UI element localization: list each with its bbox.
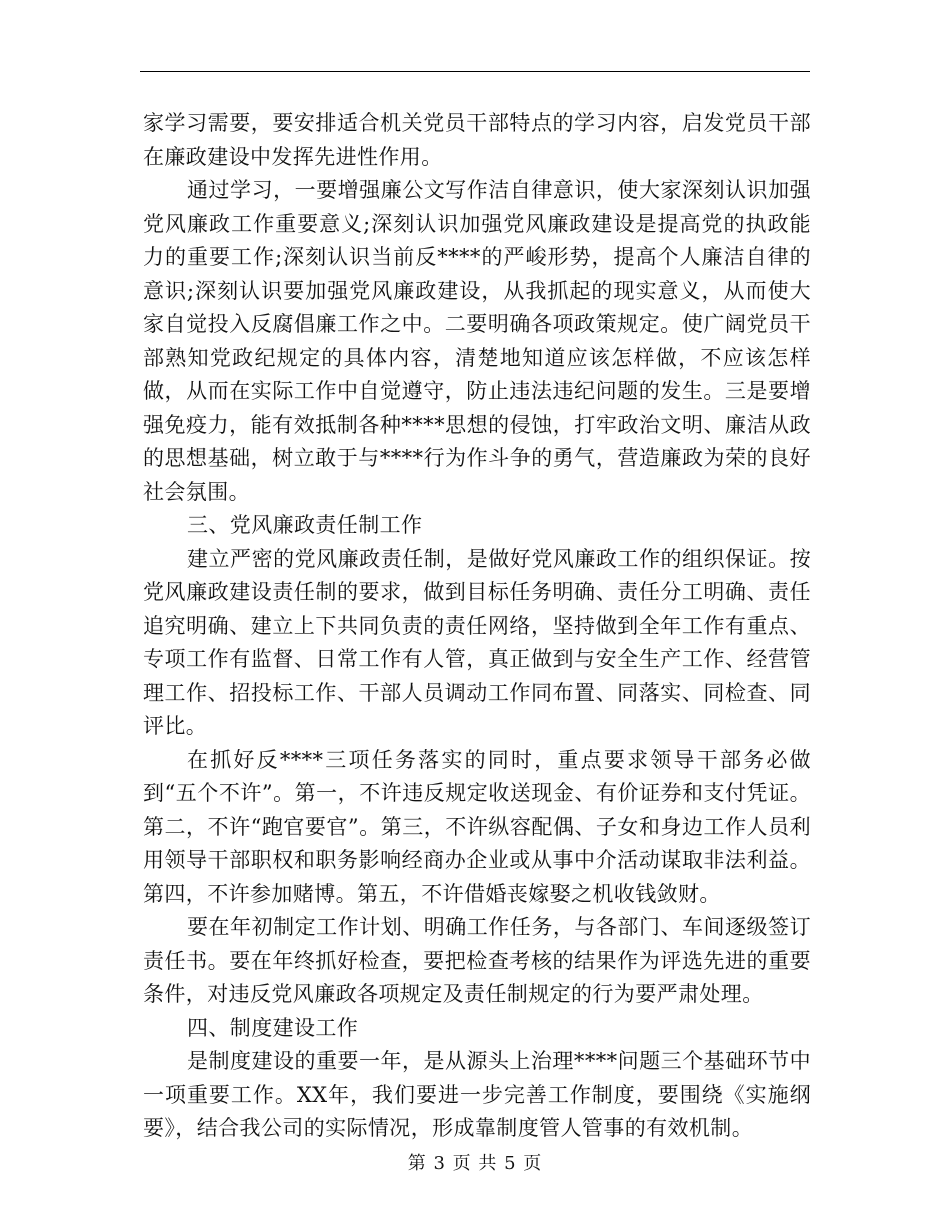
paragraph-institution-building: 是制度建设的重要一年，是从源头上治理****问题三个基础环节中一项重要工作。XX年，我们要进一步完善工作制度，要围绕《实施纲要》，结合我公司的实际情况，形成靠制度管人管事的有效机制。 bbox=[143, 1049, 811, 1140]
section-heading-institution: 四、制度建设工作 bbox=[187, 1015, 359, 1040]
paragraph-five-prohibitions: 在抓好反****三项任务落实的同时，重点要求领导干部务必做到“五个不许”。第一，不许违反规定收送现金、有价证券和支付凭证。第二，不许“跑官要官”。第三，不许纵容配偶、子女和身边工作人员利用领导干部职权和职务影响经商办企业或从事中介活动谋取非法利益。第四，不许参加赌博。第五，不许借婚丧嫁娶之机收钱敛财。 bbox=[143, 747, 811, 906]
paragraph-responsibility-system: 建立严密的党风廉政责任制，是做好党风廉政工作的组织保证。按党风廉政建设责任制的要求，做到目标任务明确、责任分工明确、责任追究明确、建立上下共同负责的责任网络，坚持做到全年工作有重点、专项工作有监督、日常工作有人管，真正做到与安全生产工作、经营管理工作、招投标工作、干部人员调动工作同布置、同落实、同检查、同评比。 bbox=[143, 546, 811, 738]
paragraph-continuation: 家学习需要，要安排适合机关党员干部特点的学习内容，启发党员干部在廉政建设中发挥先进性作用。 bbox=[143, 111, 811, 169]
paragraph-study-goals: 通过学习，一要增强廉公文写作洁自律意识，使大家深刻认识加强党风廉政工作重要意义;深刻认识加强党风廉政建设是提高党的执政能力的重要工作;深刻认识当前反****的严峻形势，提高个人廉洁自律的意识;深刻认识要加强党风廉政建设，从我抓起的现实意义，从而使大家自觉投入反腐倡廉工作之中。二要明确各项政策规定。使广阔党员干部熟知党政纪规定的具体内容，清楚地知道应该怎样做，不应该怎样做，从而在实际工作中自觉遵守，防止违法违纪问题的发生。三是要增强免疫力，能有效抵制各种****思想的侵蚀，打牢政治文明、廉洁从政的思想基础，树立敢于与****行为作斗争的勇气，营造廉政为荣的良好社会氛围。 bbox=[143, 178, 811, 504]
document-body bbox=[143, 107, 811, 1146]
header-rule bbox=[140, 71, 810, 72]
paragraph-annual-plan: 要在年初制定工作计划、明确工作任务，与各部门、车间逐级签订责任书。要在年终抓好检查，要把检查考核的结果作为评选先进的重要条件，对违反党风廉政各项规定及责任制规定的行为要严肃处理。 bbox=[143, 915, 811, 1006]
section-heading-responsibility: 三、党风廉政责任制工作 bbox=[187, 513, 423, 537]
page-number-footer: 第 3 页 共 5 页 bbox=[407, 1153, 543, 1174]
